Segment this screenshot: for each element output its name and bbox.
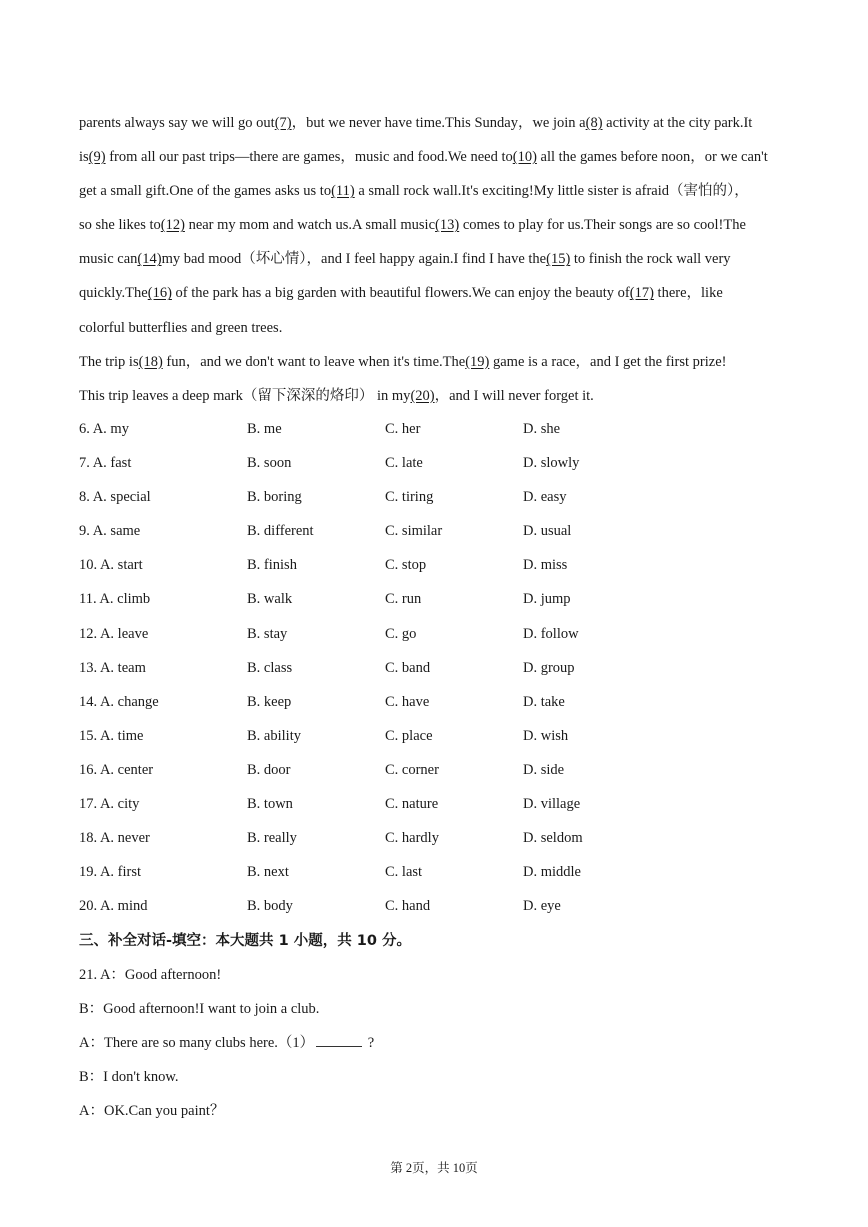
passage-text: comes to play for us.Their songs are so cool!The (459, 217, 746, 234)
option-c[interactable]: C. her (385, 421, 421, 437)
blank-number: (16) (147, 285, 172, 302)
option-b[interactable]: B. body (247, 898, 293, 915)
blank-number: (13) (435, 217, 460, 234)
passage-text: activity at the city park.It (602, 115, 753, 131)
option-c[interactable]: C. nature (385, 796, 439, 813)
blank-number: (12) (160, 217, 185, 234)
option-c[interactable]: C. place (385, 727, 433, 744)
option-c[interactable]: C. last (385, 864, 423, 881)
option-c[interactable]: C. tiring (385, 489, 434, 506)
passage-text: game is a race，and I get the first prize! (489, 353, 727, 370)
passage-text: quickly.The (79, 285, 148, 302)
option-b[interactable]: B. door (247, 761, 291, 778)
passage-line (79, 345, 799, 379)
passage-text: music can (79, 251, 138, 268)
option-a[interactable]: 9. A. same (79, 523, 141, 540)
dialog-line-text: A：There are so many clubs here.（1） (79, 1035, 315, 1052)
blank-number: (19) (465, 353, 490, 370)
blank-number: (15) (546, 251, 571, 268)
passage-text: there，like (653, 285, 723, 302)
blank-number: (14) (137, 251, 162, 268)
option-d[interactable]: D. take (523, 693, 565, 710)
dialog-line: 21. A：Good afternoon! (79, 967, 222, 983)
option-d[interactable]: D. slowly (523, 455, 580, 472)
option-c[interactable]: C. hardly (385, 830, 439, 847)
passage-line (79, 311, 799, 345)
option-c[interactable]: C. late (385, 455, 423, 472)
passage-line (79, 208, 799, 242)
passage-text: near my mom and watch us.A small music (184, 217, 436, 234)
blank-number: (8) (585, 115, 603, 131)
passage-line (79, 379, 799, 413)
option-d[interactable]: D. usual (523, 523, 572, 540)
dialog-line (79, 1026, 374, 1060)
passage-line (79, 242, 799, 276)
option-a[interactable]: 6. A. my (79, 421, 129, 437)
passage-text: from all our past trips—there are games，music and food.We need to (105, 149, 513, 166)
option-c[interactable]: C. hand (385, 898, 431, 915)
passage-text: is (79, 149, 89, 166)
option-b[interactable]: B. soon (247, 455, 292, 472)
option-c[interactable]: C. go (385, 625, 417, 642)
option-d[interactable]: D. group (523, 659, 575, 676)
option-b[interactable]: B. ability (247, 727, 301, 744)
option-d[interactable]: D. follow (523, 625, 579, 642)
option-d[interactable]: D. jump (523, 591, 571, 608)
option-a[interactable]: 20. A. mind (79, 898, 148, 915)
blank-number: (18) (138, 353, 163, 370)
option-d[interactable]: D. she (523, 421, 561, 437)
option-b[interactable]: B. different (247, 523, 314, 540)
option-d[interactable]: D. miss (523, 557, 568, 574)
answer-blank[interactable] (316, 1032, 362, 1047)
option-a[interactable]: 8. A. special (79, 489, 151, 506)
passage-line (79, 140, 799, 174)
passage-text: get a small gift.One of the games asks us to (79, 183, 332, 200)
option-d[interactable]: D. side (523, 761, 565, 778)
option-d[interactable]: D. middle (523, 864, 581, 881)
passage-text: The trip is (79, 353, 139, 370)
blank-number: (10) (512, 149, 537, 166)
option-b[interactable]: B. stay (247, 625, 288, 642)
option-c[interactable]: C. have (385, 693, 430, 710)
dialog-line: A：OK.Can you paint？ (79, 1103, 225, 1120)
passage-line (79, 276, 799, 310)
passage-text: a small rock wall.It's exciting!My little sister is afraid（害怕的）， (354, 183, 749, 200)
option-a[interactable]: 15. A. time (79, 727, 144, 744)
blank-number: (11) (331, 183, 355, 200)
dialog-line: B：Good afternoon!I want to join a club. (79, 1001, 320, 1018)
option-b[interactable]: B. finish (247, 557, 297, 574)
option-a[interactable]: 14. A. change (79, 693, 159, 710)
option-b[interactable]: B. next (247, 864, 289, 881)
blank-number: (17) (629, 285, 654, 302)
option-c[interactable]: C. stop (385, 557, 427, 574)
option-a[interactable]: 17. A. city (79, 796, 140, 813)
option-c[interactable]: C. run (385, 591, 422, 608)
passage-text: to finish the rock wall very (570, 251, 731, 268)
option-c[interactable]: C. corner (385, 761, 439, 778)
option-b[interactable]: B. really (247, 830, 297, 847)
dialog-exercise (79, 958, 374, 1128)
passage-text: This trip leaves a deep mark（留下深深的烙印） in my (79, 387, 411, 404)
option-a[interactable]: 7. A. fast (79, 455, 132, 472)
option-c[interactable]: C. band (385, 659, 431, 676)
passage-text: so she likes to (79, 217, 161, 234)
option-b[interactable]: B. town (247, 796, 293, 813)
option-b[interactable]: B. walk (247, 591, 293, 608)
option-b[interactable]: B. class (247, 659, 293, 676)
option-a[interactable]: 11. A. climb (79, 591, 151, 608)
blank-number: (9) (88, 149, 106, 166)
section-heading: 三、补全对话-填空：本大题共 1 小题，共 10 分。 (79, 933, 411, 949)
passage-line (79, 106, 799, 140)
passage-text: my bad mood（坏心情），and I feel happy again.I find I have the (161, 251, 547, 268)
option-b[interactable]: B. keep (247, 693, 292, 710)
option-b[interactable]: B. boring (247, 489, 302, 506)
passage-text: ，but we never have time.This Sunday，we join a (291, 115, 586, 131)
passage-line (79, 174, 799, 208)
passage-text: parents always say we will go out (79, 115, 275, 131)
option-b[interactable]: B. me (247, 421, 282, 437)
option-a[interactable]: 16. A. center (79, 761, 154, 778)
blank-number: (7) (274, 115, 292, 131)
option-d[interactable]: D. wish (523, 727, 569, 744)
cloze-passage (79, 106, 799, 413)
blank-number: (20) (410, 387, 435, 404)
page-footer: 第 2页，共 10页 (390, 1161, 478, 1175)
option-d[interactable]: D. village (523, 796, 581, 813)
passage-text: of the park has a big garden with beautiful flowers.We can enjoy the beauty of (171, 285, 630, 302)
question-mark: ? (367, 1035, 375, 1052)
option-a[interactable]: 10. A. start (79, 557, 143, 574)
dialog-line: B：I don't know. (79, 1069, 179, 1086)
option-d[interactable]: D. easy (523, 489, 567, 506)
passage-text: colorful butterflies and green trees. (79, 319, 283, 336)
passage-text: fun，and we don't want to leave when it's time.The (162, 353, 466, 370)
passage-text: all the games before noon，or we can't (536, 149, 768, 166)
option-a[interactable]: 13. A. team (79, 659, 146, 676)
option-d[interactable]: D. seldom (523, 830, 583, 847)
option-c[interactable]: C. similar (385, 523, 443, 540)
passage-text: ，and I will never forget it. (434, 387, 594, 404)
option-a[interactable]: 19. A. first (79, 864, 142, 881)
option-d[interactable]: D. eye (523, 898, 561, 915)
option-a[interactable]: 12. A. leave (79, 625, 149, 642)
option-a[interactable]: 18. A. never (79, 830, 150, 847)
